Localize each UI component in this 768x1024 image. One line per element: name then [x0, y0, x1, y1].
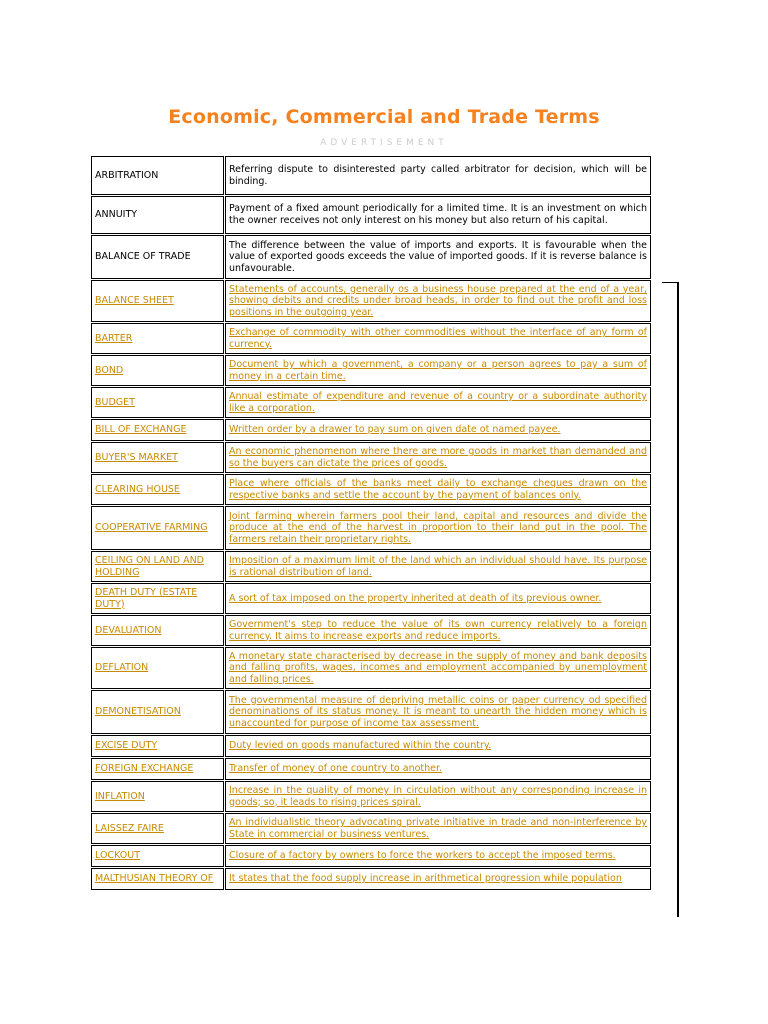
term-link[interactable]: DEATH DUTY (ESTATE DUTY)	[91, 583, 224, 614]
table-row[interactable]	[91, 647, 651, 689]
definition-link[interactable]: The governmental measure of depriving metallic coins or paper currency od specified denominations of its status money. It is meant to unearth the hidden money which is unaccounted for purpose of income tax assessment.	[225, 690, 651, 734]
term-link[interactable]: BUDGET	[91, 387, 224, 418]
table-row[interactable]	[91, 474, 651, 505]
definition-link[interactable]: Annual estimate of expenditure and revenue of a country or a subordinate authority like a corporation.	[225, 387, 651, 418]
definition-link[interactable]: A monetary state characterised by decrease in the supply of money and bank deposits and falling profits, wages, incomes and employment accompanied by unemployment and falling prices.	[225, 647, 651, 689]
terms-table	[90, 155, 652, 891]
term-link[interactable]: LOCKOUT	[91, 845, 224, 867]
table-row[interactable]	[91, 615, 651, 646]
terms-table-body	[91, 156, 651, 890]
definition-link[interactable]: A sort of tax imposed on the property inherited at death of its previous owner.	[225, 583, 651, 614]
term-link[interactable]: BALANCE SHEET	[91, 280, 224, 322]
definition-cell: The difference between the value of imports and exports. It is favourable when the value of exported goods exceeds the value of imported goods. If it is reverse balance is unfavourable.	[225, 235, 651, 279]
table-row[interactable]	[91, 690, 651, 734]
term-link[interactable]: MALTHUSIAN THEORY OF	[91, 868, 224, 890]
term-link[interactable]: DEFLATION	[91, 647, 224, 689]
definition-link[interactable]: Transfer of money of one country to another.	[225, 758, 651, 780]
term-link[interactable]: DEVALUATION	[91, 615, 224, 646]
table-row	[91, 196, 651, 234]
definition-link[interactable]: Statements of accounts, generally os a business house prepared at the end of a year, showing debits and credits under broad heads, in order to find out the profit and loss positions in the outgoing year.	[225, 280, 651, 322]
definition-link[interactable]: Closure of a factory by owners to force the workers to accept the imposed terms.	[225, 845, 651, 867]
table-row[interactable]	[91, 323, 651, 354]
table-row[interactable]	[91, 813, 651, 844]
definition-link[interactable]: Written order by a drawer to pay sum on given date ot named payee.	[225, 419, 651, 441]
definition-link[interactable]: Exchange of commodity with other commodities without the interface of any form of currency.	[225, 323, 651, 354]
term-cell: ANNUITY	[91, 196, 224, 234]
table-row[interactable]	[91, 387, 651, 418]
term-link[interactable]: CEILING ON LAND AND HOLDING	[91, 551, 224, 582]
advertisement-label: ADVERTISEMENT	[320, 138, 448, 148]
table-row[interactable]	[91, 551, 651, 582]
table-row[interactable]	[91, 355, 651, 386]
term-link[interactable]: BARTER	[91, 323, 224, 354]
table-row[interactable]	[91, 758, 651, 780]
table-row[interactable]	[91, 506, 651, 550]
definition-cell: Referring dispute to disinterested party called arbitrator for decision, which will be binding.	[225, 156, 651, 195]
term-link[interactable]: EXCISE DUTY	[91, 735, 224, 757]
table-row[interactable]	[91, 583, 651, 614]
page-title: Economic, Commercial and Trade Terms	[168, 105, 600, 128]
term-link[interactable]: BILL OF EXCHANGE	[91, 419, 224, 441]
definition-cell: Payment of a fixed amount periodically for a limited time. It is an investment on which the owner receives not only interest on his money but also return of his capital.	[225, 196, 651, 234]
term-link[interactable]: BUYER'S MARKET	[91, 442, 224, 473]
definition-link[interactable]: Increase in the quality of money in circulation without any corresponding increase in goods; so, it leads to rising prices spiral.	[225, 781, 651, 812]
definition-link[interactable]: Joint farming wherein farmers pool their land, capital and resources and divide the produce at the end of the harvest in proportion to their land put in the pool. The farmers retain their proprietary rights.	[225, 506, 651, 550]
table-row[interactable]	[91, 442, 651, 473]
definition-link[interactable]: Duty levied on goods manufactured within the country.	[225, 735, 651, 757]
right-bracket-line	[677, 283, 679, 917]
table-row	[91, 235, 651, 279]
term-link[interactable]: DEMONETISATION	[91, 690, 224, 734]
term-cell: ARBITRATION	[91, 156, 224, 195]
definition-link[interactable]: Place where officials of the banks meet daily to exchange cheques drawn on the respective banks and settle the account by the payment of balances only.	[225, 474, 651, 505]
term-cell: BALANCE OF TRADE	[91, 235, 224, 279]
table-row[interactable]	[91, 419, 651, 441]
definition-link[interactable]: It states that the food supply increase in arithmetical progression while population	[225, 868, 651, 890]
table-row[interactable]	[91, 735, 651, 757]
term-link[interactable]: BOND	[91, 355, 224, 386]
table-row	[91, 156, 651, 195]
term-link[interactable]: COOPERATIVE FARMING	[91, 506, 224, 550]
definition-link[interactable]: Document by which a government, a company or a person agrees to pay a sum of money in a certain time.	[225, 355, 651, 386]
table-row[interactable]	[91, 280, 651, 322]
term-link[interactable]: INFLATION	[91, 781, 224, 812]
term-link[interactable]: LAISSEZ FAIRE	[91, 813, 224, 844]
table-row[interactable]	[91, 781, 651, 812]
definition-link[interactable]: Government's step to reduce the value of its own currency relatively to a foreign currency. It aims to increase exports and reduce imports.	[225, 615, 651, 646]
definition-link[interactable]: Imposition of a maximum limit of the land which an individual should have. Its purpose is rational distribution of land.	[225, 551, 651, 582]
term-link[interactable]: FOREIGN EXCHANGE	[91, 758, 224, 780]
definition-link[interactable]: An economic phenomenon where there are more goods in market than demanded and so the buyers can dictate the prices of goods.	[225, 442, 651, 473]
definition-link[interactable]: An individualistic theory advocating private initiative in trade and non-interference by State in commercial or business ventures.	[225, 813, 651, 844]
table-row[interactable]	[91, 845, 651, 867]
term-link[interactable]: CLEARING HOUSE	[91, 474, 224, 505]
table-row[interactable]	[91, 868, 651, 890]
